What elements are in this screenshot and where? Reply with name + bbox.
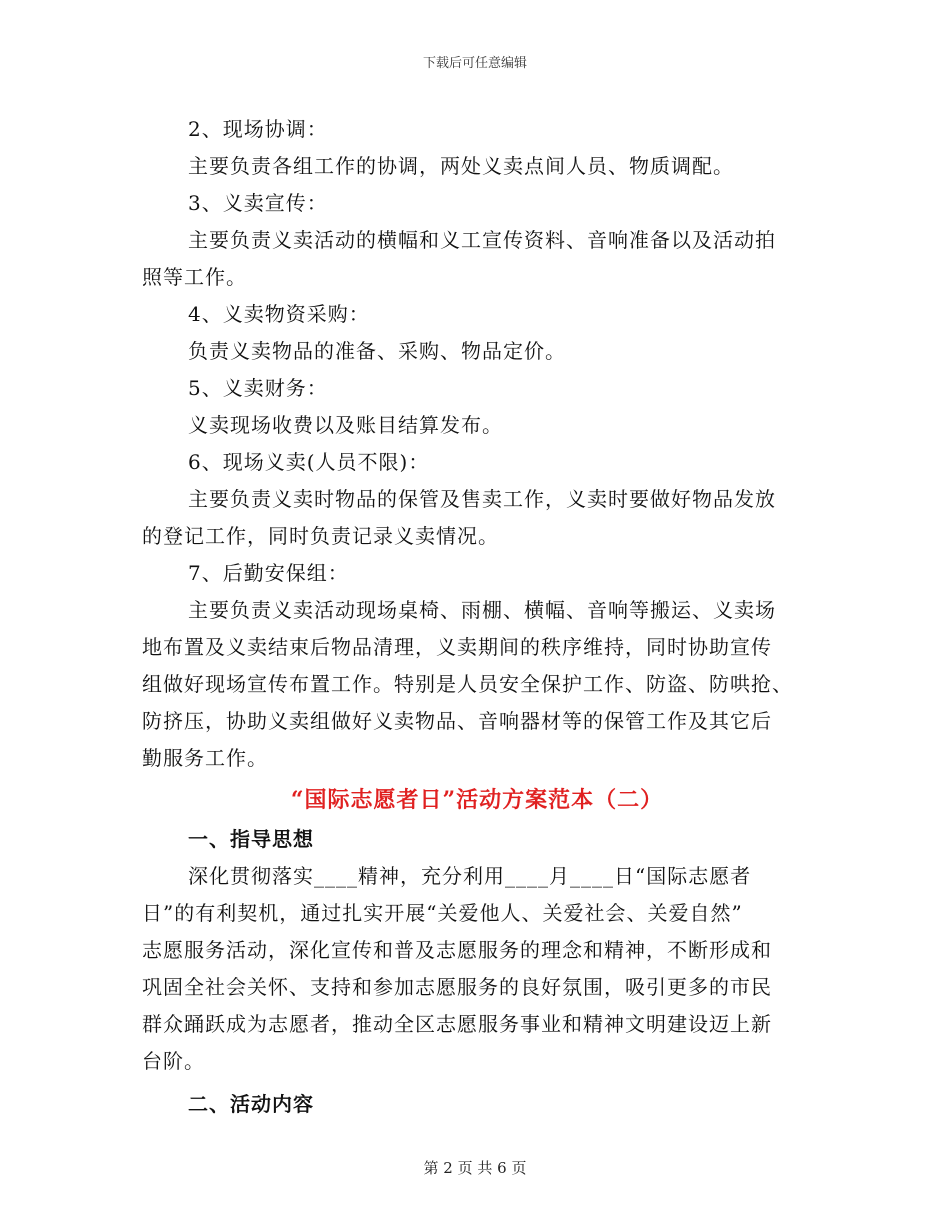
paragraph-line: 主要负责义卖时物品的保管及售卖工作，义卖时要做好物品发放 (188, 487, 776, 511)
paragraph-line: 主要负责义卖活动现场桌椅、雨棚、横幅、音响等搬运、义卖场 (188, 598, 776, 622)
paragraph-line: 防挤压，协助义卖组做好义卖物品、音响器材等的保管工作及其它后 (142, 709, 772, 733)
page-footer: 第 2 页 共 6 页 (423, 1159, 527, 1177)
paragraph-line: 勤服务工作。 (142, 746, 268, 770)
paragraph-line: 义卖现场收费以及账目结算发布。 (188, 413, 503, 437)
paragraph-line: 组做好现场宣传布置工作。特别是人员安全保护工作、防盗、防哄抢、 (142, 672, 793, 696)
item-heading-6: 6、现场义卖(人员不限)： (188, 450, 430, 474)
paragraph-line: 台阶。 (142, 1049, 205, 1073)
section2-heading: 二、活动内容 (188, 1092, 314, 1116)
paragraph-line: 主要负责各组工作的协调，两处义卖点间人员、物质调配。 (188, 154, 734, 178)
paragraph-line: 深化贯彻落实____精神，充分利用____月____日“国际志愿者 (188, 864, 752, 888)
paragraph-line: 的登记工作，同时负责记录义卖情况。 (142, 524, 499, 548)
paragraph-line: 主要负责义卖活动的横幅和义工宣传资料、音响准备以及活动拍 (188, 228, 776, 252)
paragraph-line: 照等工作。 (142, 265, 247, 289)
item-heading-5: 5、义卖财务： (188, 376, 328, 400)
section-title: “国际志愿者日”活动方案范本（二） (290, 787, 664, 813)
header-note: 下载后可任意编辑 (422, 56, 527, 71)
item-heading-2: 2、现场协调： (188, 117, 328, 141)
item-heading-7: 7、后勤安保组： (188, 561, 349, 585)
paragraph-line: 负责义卖物品的准备、采购、物品定价。 (188, 339, 566, 363)
paragraph-line: 群众踊跃成为志愿者，推动全区志愿服务事业和精神文明建设迈上新 (142, 1012, 772, 1036)
document-body (142, 111, 812, 1123)
section1-heading: 一、指导思想 (188, 827, 314, 851)
item-heading-4: 4、义卖物资采购： (188, 302, 370, 326)
paragraph-line: 日”的有利契机，通过扎实开展“关爱他人、关爱社会、关爱自然” (142, 901, 743, 925)
paragraph-line: 地布置及义卖结束后物品清理，义卖期间的秩序维持，同时协助宣传 (142, 635, 772, 659)
paragraph-line: 巩固全社会关怀、支持和参加志愿服务的良好氛围，吸引更多的市民 (142, 975, 772, 999)
item-heading-3: 3、义卖宣传： (188, 191, 328, 215)
paragraph-line: 志愿服务活动，深化宣传和普及志愿服务的理念和精神，不断形成和 (142, 938, 772, 962)
